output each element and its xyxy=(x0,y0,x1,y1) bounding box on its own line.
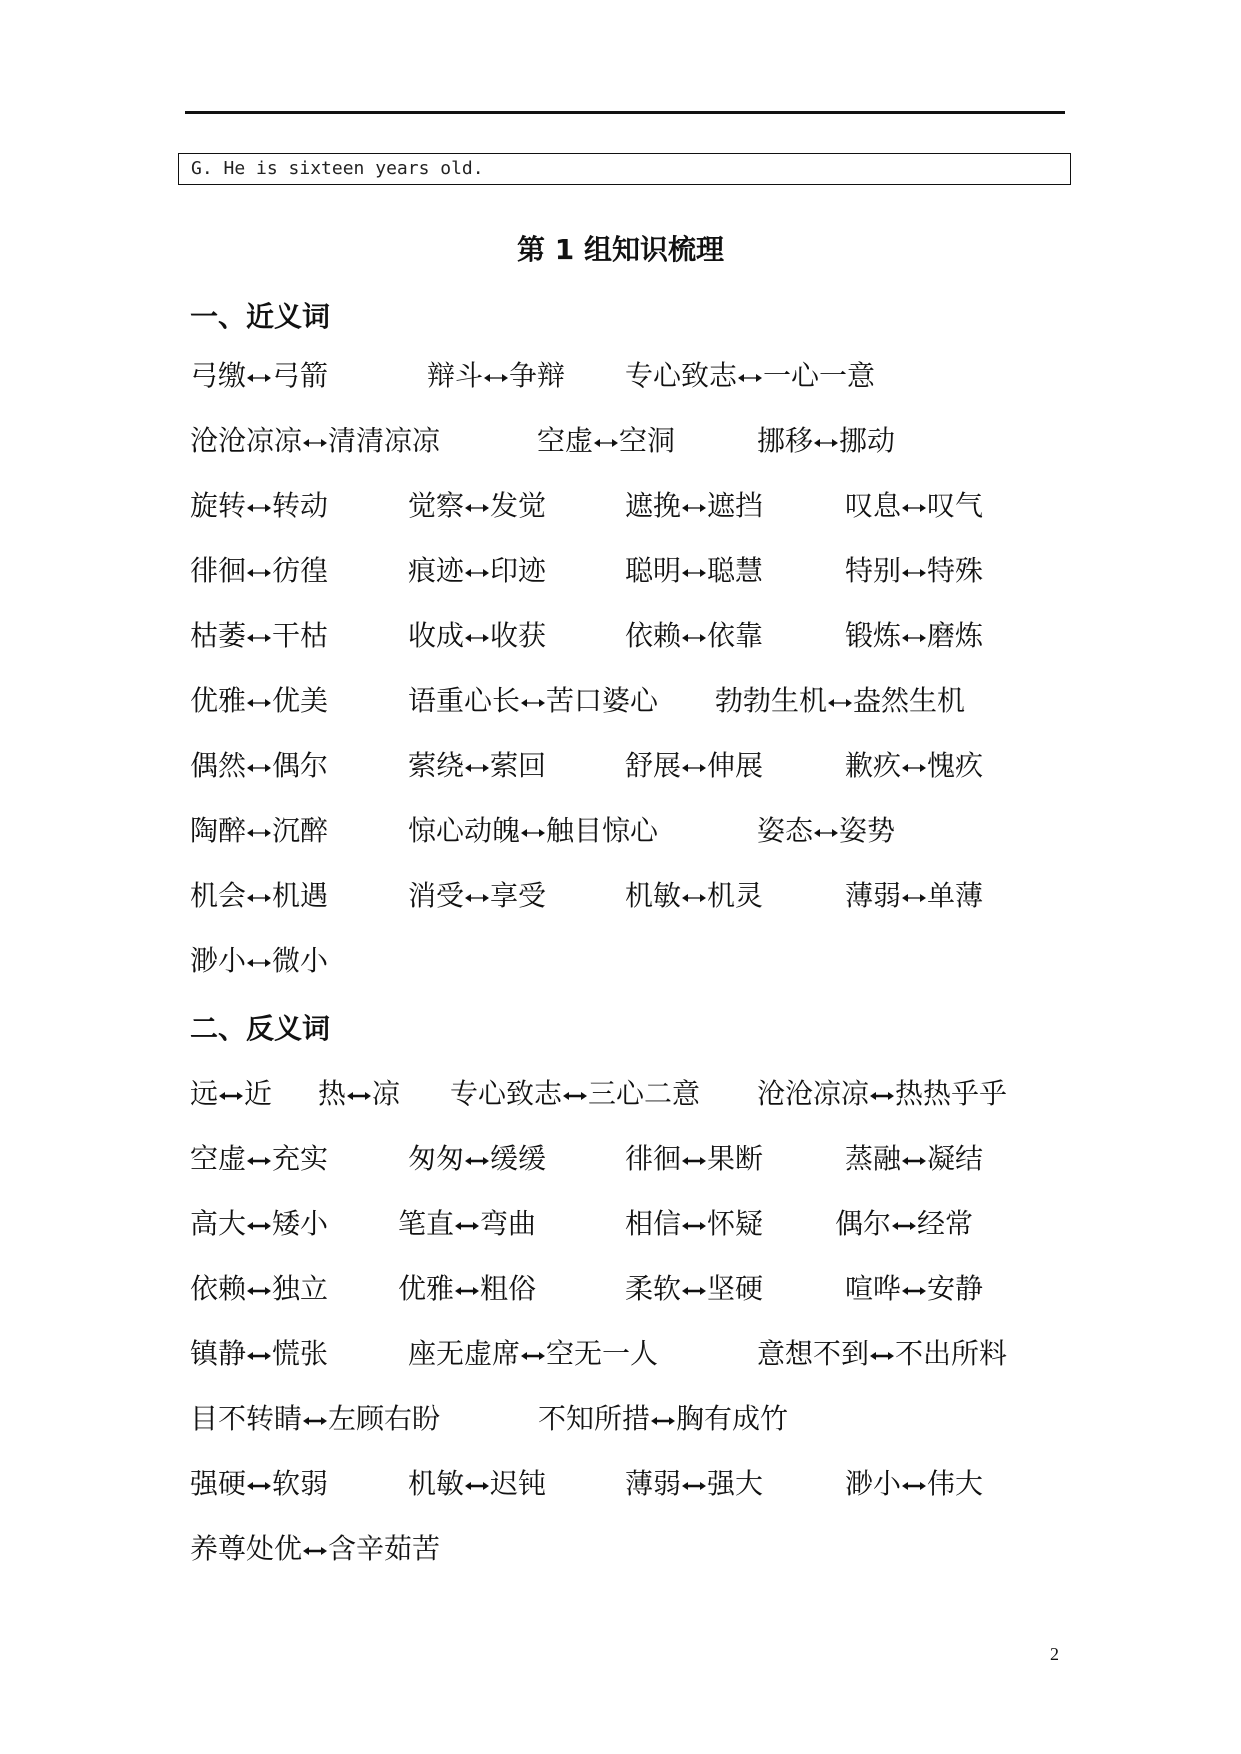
double-arrow-icon xyxy=(682,762,706,774)
double-arrow-icon xyxy=(892,1220,916,1232)
synonym-pair xyxy=(408,746,546,786)
word-a: 高大 xyxy=(190,1207,247,1240)
word-a: 匆匆 xyxy=(408,1142,465,1175)
antonym-pair xyxy=(190,1464,328,1504)
word-a: 喧哗 xyxy=(845,1272,902,1305)
page-number: 2 xyxy=(1050,1644,1059,1664)
synonym-pair xyxy=(845,746,983,786)
double-arrow-icon xyxy=(465,567,489,579)
word-b: 含辛茹苦 xyxy=(328,1532,441,1565)
word-a: 座无虚席 xyxy=(408,1337,521,1370)
word-b: 单薄 xyxy=(927,879,984,912)
antonym-pair xyxy=(190,1204,328,1244)
word-a: 舒展 xyxy=(625,749,682,782)
double-arrow-icon xyxy=(247,1480,271,1492)
synonym-row xyxy=(0,746,1241,786)
word-a: 优雅 xyxy=(190,684,247,717)
synonym-pair xyxy=(190,811,328,851)
word-b: 干枯 xyxy=(272,619,329,652)
word-a: 辩斗 xyxy=(427,359,484,392)
double-arrow-icon xyxy=(902,502,926,514)
word-a: 机敏 xyxy=(625,879,682,912)
word-a: 热 xyxy=(318,1077,347,1110)
double-arrow-icon xyxy=(902,1480,926,1492)
synonym-row xyxy=(0,551,1241,591)
word-b: 经常 xyxy=(917,1207,974,1240)
double-arrow-icon xyxy=(303,437,327,449)
word-b: 空无一人 xyxy=(546,1337,659,1370)
synonym-pair xyxy=(190,486,328,526)
synonym-pair xyxy=(190,681,328,721)
word-a: 意想不到 xyxy=(757,1337,870,1370)
word-b: 姿势 xyxy=(839,814,896,847)
word-b: 凉 xyxy=(372,1077,401,1110)
synonym-row xyxy=(0,421,1241,461)
word-a: 薄弱 xyxy=(845,879,902,912)
synonym-pair xyxy=(408,551,546,591)
word-b: 左顾右盼 xyxy=(328,1402,441,1435)
synonym-pair xyxy=(625,356,875,396)
synonym-pair xyxy=(427,356,565,396)
double-arrow-icon xyxy=(247,632,271,644)
synonym-row xyxy=(0,941,1241,981)
word-a: 强硬 xyxy=(190,1467,247,1500)
word-a: 惊心动魄 xyxy=(408,814,521,847)
double-arrow-icon xyxy=(682,502,706,514)
header-rule xyxy=(185,111,1065,114)
word-b: 慌张 xyxy=(272,1337,329,1370)
synonym-pair xyxy=(845,551,983,591)
synonym-pair xyxy=(190,551,328,591)
word-b: 愧疚 xyxy=(927,749,984,782)
double-arrow-icon xyxy=(521,827,545,839)
word-a: 遮挽 xyxy=(625,489,682,522)
word-a: 陶醉 xyxy=(190,814,247,847)
word-b: 叹气 xyxy=(927,489,984,522)
synonym-pair xyxy=(190,941,328,981)
double-arrow-icon xyxy=(247,567,271,579)
double-arrow-icon xyxy=(247,892,271,904)
double-arrow-icon xyxy=(484,372,508,384)
antonym-pair xyxy=(845,1139,983,1179)
word-a: 消受 xyxy=(408,879,465,912)
antonym-pair xyxy=(757,1334,1007,1374)
word-b: 发觉 xyxy=(490,489,547,522)
double-arrow-icon xyxy=(521,697,545,709)
word-a: 痕迹 xyxy=(408,554,465,587)
antonym-row xyxy=(0,1334,1241,1374)
word-b: 萦回 xyxy=(490,749,547,782)
double-arrow-icon xyxy=(247,827,271,839)
word-b: 清清凉凉 xyxy=(328,424,441,457)
word-b: 偶尔 xyxy=(272,749,329,782)
word-b: 迟钝 xyxy=(490,1467,547,1500)
antonym-row xyxy=(0,1399,1241,1439)
antonym-pair xyxy=(408,1334,658,1374)
word-b: 弓箭 xyxy=(272,359,329,392)
word-a: 渺小 xyxy=(845,1467,902,1500)
word-b: 软弱 xyxy=(272,1467,329,1500)
word-b: 遮挡 xyxy=(707,489,764,522)
word-a: 旋转 xyxy=(190,489,247,522)
antonym-pair xyxy=(190,1074,272,1114)
synonym-pair xyxy=(845,876,983,916)
word-b: 特殊 xyxy=(927,554,984,587)
double-arrow-icon xyxy=(247,1350,271,1362)
word-b: 沉醉 xyxy=(272,814,329,847)
word-a: 偶然 xyxy=(190,749,247,782)
word-a: 笔直 xyxy=(398,1207,455,1240)
double-arrow-icon xyxy=(902,892,926,904)
double-arrow-icon xyxy=(247,1220,271,1232)
double-arrow-icon xyxy=(465,1155,489,1167)
double-arrow-icon xyxy=(303,1415,327,1427)
word-b: 缓缓 xyxy=(490,1142,547,1175)
word-a: 远 xyxy=(190,1077,219,1110)
word-b: 伟大 xyxy=(927,1467,984,1500)
antonym-pair xyxy=(845,1269,983,1309)
synonym-pair xyxy=(408,876,546,916)
synonym-pair xyxy=(190,746,328,786)
antonym-pair xyxy=(398,1269,536,1309)
word-b: 享受 xyxy=(490,879,547,912)
antonym-pair xyxy=(625,1464,763,1504)
word-a: 枯萎 xyxy=(190,619,247,652)
antonym-pair xyxy=(190,1139,328,1179)
synonym-pair xyxy=(190,876,328,916)
synonym-pair xyxy=(625,486,763,526)
word-a: 萦绕 xyxy=(408,749,465,782)
word-b: 热热乎乎 xyxy=(895,1077,1008,1110)
word-b: 苦口婆心 xyxy=(546,684,659,717)
antonym-pair xyxy=(190,1334,328,1374)
synonym-pair xyxy=(757,811,895,851)
double-arrow-icon xyxy=(870,1350,894,1362)
synonym-pair xyxy=(625,616,763,656)
double-arrow-icon xyxy=(814,437,838,449)
double-arrow-icon xyxy=(247,1285,271,1297)
double-arrow-icon xyxy=(247,372,271,384)
word-a: 不知所措 xyxy=(538,1402,651,1435)
double-arrow-icon xyxy=(247,697,271,709)
double-arrow-icon xyxy=(455,1285,479,1297)
word-b: 机遇 xyxy=(272,879,329,912)
word-b: 挪动 xyxy=(839,424,896,457)
word-b: 胸有成竹 xyxy=(676,1402,789,1435)
double-arrow-icon xyxy=(247,502,271,514)
synonym-row xyxy=(0,811,1241,851)
antonym-pair xyxy=(835,1204,973,1244)
double-arrow-icon xyxy=(465,1480,489,1492)
antonym-pair xyxy=(625,1139,763,1179)
word-a: 专心致志 xyxy=(625,359,738,392)
synonym-pair xyxy=(845,486,983,526)
word-b: 聪慧 xyxy=(707,554,764,587)
word-a: 养尊处优 xyxy=(190,1532,303,1565)
synonym-pair xyxy=(408,681,658,721)
synonym-pair xyxy=(625,551,763,591)
word-b: 彷徨 xyxy=(272,554,329,587)
word-a: 薄弱 xyxy=(625,1467,682,1500)
synonym-row xyxy=(0,876,1241,916)
double-arrow-icon xyxy=(682,1480,706,1492)
double-arrow-icon xyxy=(682,567,706,579)
synonym-pair xyxy=(190,356,328,396)
word-a: 收成 xyxy=(408,619,465,652)
word-b: 果断 xyxy=(707,1142,764,1175)
word-a: 偶尔 xyxy=(835,1207,892,1240)
word-b: 机灵 xyxy=(707,879,764,912)
word-b: 印迹 xyxy=(490,554,547,587)
word-a: 锻炼 xyxy=(845,619,902,652)
word-b: 粗俗 xyxy=(480,1272,537,1305)
synonym-row xyxy=(0,486,1241,526)
word-b: 转动 xyxy=(272,489,329,522)
double-arrow-icon xyxy=(521,1350,545,1362)
word-b: 空洞 xyxy=(619,424,676,457)
word-a: 镇静 xyxy=(190,1337,247,1370)
double-arrow-icon xyxy=(682,1220,706,1232)
word-a: 机敏 xyxy=(408,1467,465,1500)
word-b: 坚硬 xyxy=(707,1272,764,1305)
word-a: 歉疚 xyxy=(845,749,902,782)
synonym-row xyxy=(0,356,1241,396)
word-a: 沧沧凉凉 xyxy=(190,424,303,457)
word-b: 强大 xyxy=(707,1467,764,1500)
word-b: 微小 xyxy=(272,944,329,977)
synonym-pair xyxy=(408,616,546,656)
word-b: 收获 xyxy=(490,619,547,652)
antonym-row xyxy=(0,1139,1241,1179)
synonym-pair xyxy=(625,876,763,916)
double-arrow-icon xyxy=(682,632,706,644)
word-b: 安静 xyxy=(927,1272,984,1305)
double-arrow-icon xyxy=(682,1285,706,1297)
word-a: 语重心长 xyxy=(408,684,521,717)
double-arrow-icon xyxy=(247,1155,271,1167)
double-arrow-icon xyxy=(347,1090,371,1102)
double-arrow-icon xyxy=(902,632,926,644)
word-b: 触目惊心 xyxy=(546,814,659,847)
word-a: 特别 xyxy=(845,554,902,587)
double-arrow-icon xyxy=(465,762,489,774)
word-b: 近 xyxy=(244,1077,273,1110)
word-a: 徘徊 xyxy=(190,554,247,587)
word-a: 空虚 xyxy=(190,1142,247,1175)
section-title: 第 1 组知识梳理 xyxy=(517,233,724,266)
antonym-row xyxy=(0,1464,1241,1504)
antonym-row xyxy=(0,1204,1241,1244)
antonym-pair xyxy=(450,1074,700,1114)
word-b: 伸展 xyxy=(707,749,764,782)
word-b: 充实 xyxy=(272,1142,329,1175)
antonym-pair xyxy=(408,1139,546,1179)
antonym-row xyxy=(0,1269,1241,1309)
synonym-pair xyxy=(537,421,675,461)
word-b: 一心一意 xyxy=(763,359,876,392)
antonym-pair xyxy=(190,1269,328,1309)
double-arrow-icon xyxy=(902,762,926,774)
answer-box: G. He is sixteen years old. xyxy=(178,153,1071,185)
word-b: 优美 xyxy=(272,684,329,717)
antonym-pair xyxy=(757,1074,1007,1114)
antonym-pair xyxy=(318,1074,400,1114)
word-a: 目不转睛 xyxy=(190,1402,303,1435)
word-a: 柔软 xyxy=(625,1272,682,1305)
word-a: 沧沧凉凉 xyxy=(757,1077,870,1110)
double-arrow-icon xyxy=(814,827,838,839)
synonym-pair xyxy=(190,616,328,656)
double-arrow-icon xyxy=(465,502,489,514)
synonym-pair xyxy=(845,616,983,656)
double-arrow-icon xyxy=(902,1285,926,1297)
antonym-row xyxy=(0,1074,1241,1114)
antonym-pair xyxy=(845,1464,983,1504)
antonym-pair xyxy=(398,1204,536,1244)
word-b: 不出所料 xyxy=(895,1337,1008,1370)
antonym-pair xyxy=(625,1204,763,1244)
double-arrow-icon xyxy=(902,567,926,579)
antonyms-heading: 二、反义词 xyxy=(190,1012,331,1045)
word-a: 优雅 xyxy=(398,1272,455,1305)
word-a: 勃勃生机 xyxy=(715,684,828,717)
synonym-pair xyxy=(408,811,658,851)
antonym-pair xyxy=(190,1399,440,1439)
double-arrow-icon xyxy=(682,1155,706,1167)
synonym-row xyxy=(0,616,1241,656)
double-arrow-icon xyxy=(465,892,489,904)
word-a: 挪移 xyxy=(757,424,814,457)
antonym-pair xyxy=(190,1529,440,1569)
word-a: 空虚 xyxy=(537,424,594,457)
word-a: 依赖 xyxy=(190,1272,247,1305)
word-a: 叹息 xyxy=(845,489,902,522)
synonym-pair xyxy=(190,421,440,461)
double-arrow-icon xyxy=(247,762,271,774)
word-a: 相信 xyxy=(625,1207,682,1240)
double-arrow-icon xyxy=(651,1415,675,1427)
double-arrow-icon xyxy=(594,437,618,449)
synonym-pair xyxy=(715,681,965,721)
synonym-pair xyxy=(625,746,763,786)
double-arrow-icon xyxy=(682,892,706,904)
antonym-pair xyxy=(538,1399,788,1439)
synonym-pair xyxy=(408,486,546,526)
antonym-pair xyxy=(408,1464,546,1504)
synonym-pair xyxy=(757,421,895,461)
word-a: 依赖 xyxy=(625,619,682,652)
word-a: 机会 xyxy=(190,879,247,912)
synonyms-heading: 一、近义词 xyxy=(190,300,331,333)
word-b: 弯曲 xyxy=(480,1207,537,1240)
word-b: 独立 xyxy=(272,1272,329,1305)
word-b: 凝结 xyxy=(927,1142,984,1175)
double-arrow-icon xyxy=(563,1090,587,1102)
word-b: 三心二意 xyxy=(588,1077,701,1110)
double-arrow-icon xyxy=(465,632,489,644)
double-arrow-icon xyxy=(738,372,762,384)
double-arrow-icon xyxy=(828,697,852,709)
double-arrow-icon xyxy=(247,957,271,969)
word-a: 姿态 xyxy=(757,814,814,847)
double-arrow-icon xyxy=(902,1155,926,1167)
word-b: 依靠 xyxy=(707,619,764,652)
word-a: 专心致志 xyxy=(450,1077,563,1110)
word-b: 磨炼 xyxy=(927,619,984,652)
word-a: 觉察 xyxy=(408,489,465,522)
word-b: 矮小 xyxy=(272,1207,329,1240)
synonym-row xyxy=(0,681,1241,721)
double-arrow-icon xyxy=(219,1090,243,1102)
word-a: 渺小 xyxy=(190,944,247,977)
word-b: 怀疑 xyxy=(707,1207,764,1240)
double-arrow-icon xyxy=(870,1090,894,1102)
word-b: 争辩 xyxy=(509,359,566,392)
word-a: 聪明 xyxy=(625,554,682,587)
double-arrow-icon xyxy=(303,1545,327,1557)
word-a: 蒸融 xyxy=(845,1142,902,1175)
word-b: 盎然生机 xyxy=(853,684,966,717)
word-a: 弓缴 xyxy=(190,359,247,392)
double-arrow-icon xyxy=(455,1220,479,1232)
antonym-row xyxy=(0,1529,1241,1569)
word-a: 徘徊 xyxy=(625,1142,682,1175)
antonym-pair xyxy=(625,1269,763,1309)
